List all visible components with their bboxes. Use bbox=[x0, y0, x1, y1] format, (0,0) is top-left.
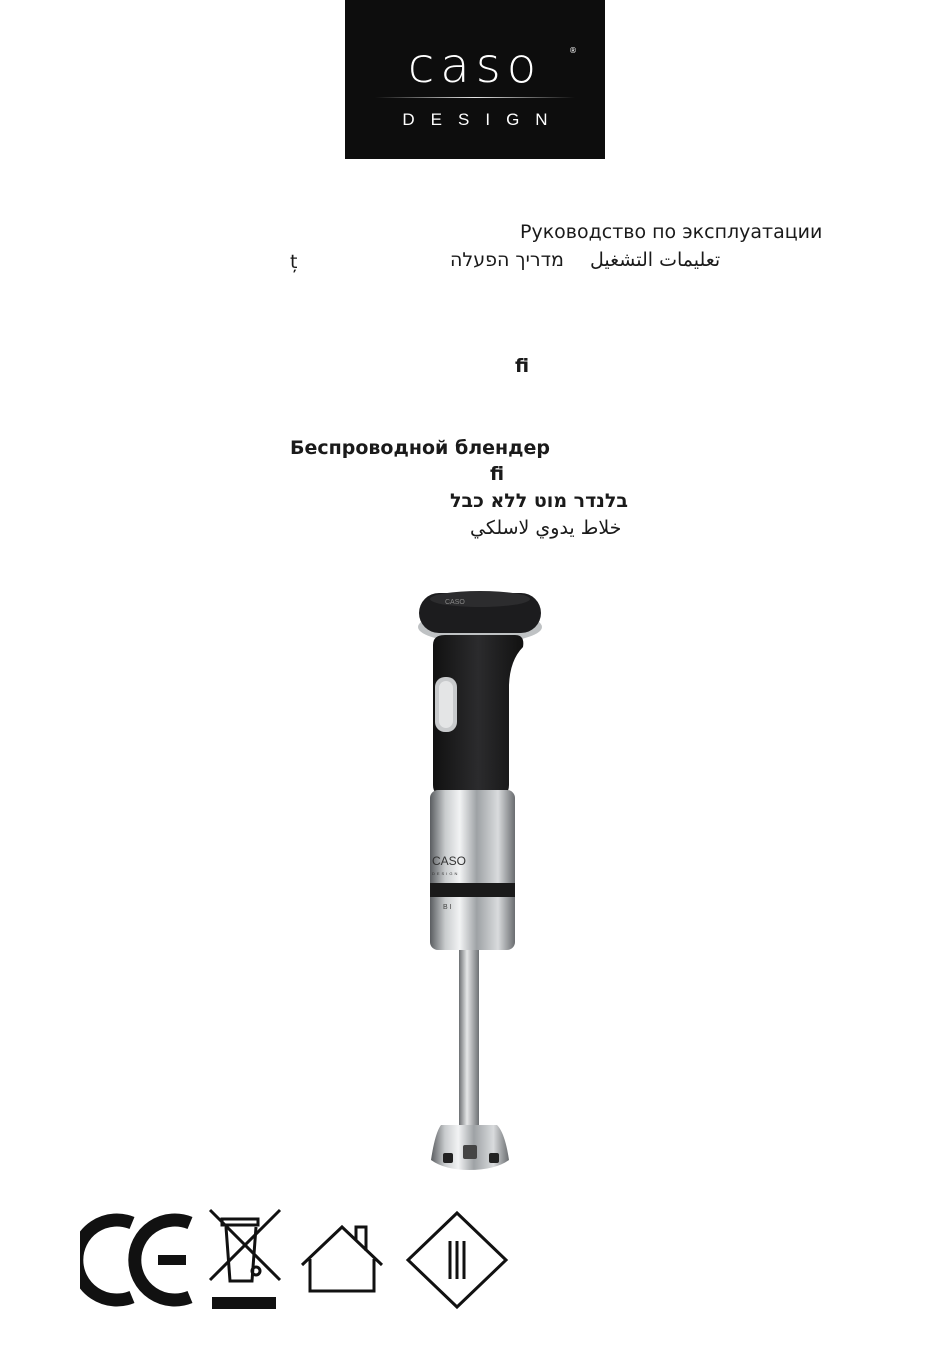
weee-bar-icon bbox=[212, 1297, 276, 1309]
product-title-arabic: خلاط يدوي لاسلكي bbox=[470, 517, 622, 539]
logo-divider bbox=[375, 97, 575, 98]
hand-blender-image bbox=[405, 585, 565, 1185]
manual-title-hebrew: מדריך הפעלה bbox=[450, 249, 564, 271]
certification-symbols bbox=[80, 1205, 520, 1315]
weee-bin-icon bbox=[210, 1210, 280, 1281]
speed-marks: B I bbox=[443, 904, 452, 911]
manual-title-mark: ț bbox=[290, 251, 298, 273]
manual-title-arabic: تعليمات التشغيل bbox=[590, 249, 721, 271]
body-brand-print: CASO bbox=[432, 854, 467, 868]
product-title-fi: ﬁ bbox=[490, 463, 505, 485]
ligature-glyph-1: ﬁ bbox=[515, 355, 530, 377]
caso-design-logo bbox=[345, 0, 605, 159]
logo-subtitle: DESIGN bbox=[402, 110, 564, 129]
logo-registered-mark: ® bbox=[569, 46, 577, 55]
indoor-use-house-icon bbox=[302, 1227, 382, 1291]
manual-title-russian: Руководство по эксплуатации bbox=[520, 221, 823, 243]
cap-brand-print: CASO bbox=[445, 599, 465, 606]
class-iii-diamond-icon bbox=[408, 1213, 506, 1307]
ce-mark-icon bbox=[80, 1220, 190, 1300]
body-brand-sub: DESIGN bbox=[432, 871, 460, 876]
logo-brand-text: caso bbox=[407, 38, 543, 94]
product-title-russian: Беспроводной блендер bbox=[290, 437, 550, 459]
product-title-hebrew: בלנדר מוט ללא כבל bbox=[450, 490, 628, 512]
